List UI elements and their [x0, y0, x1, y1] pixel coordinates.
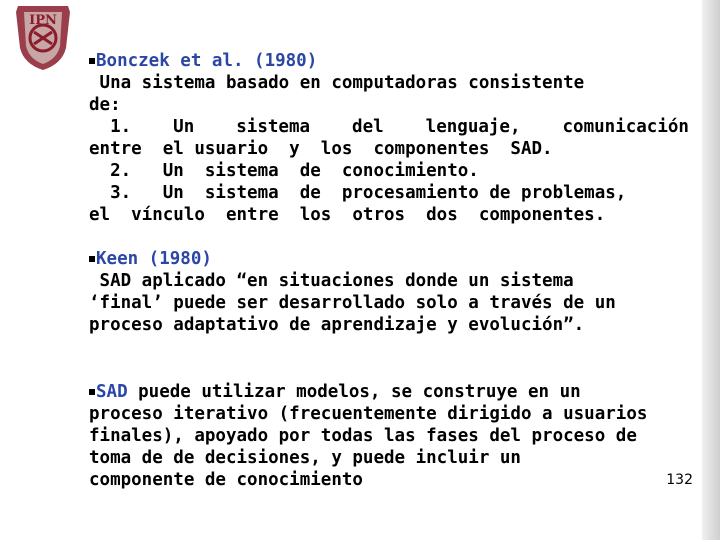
text-line: Una sistema basado en computadoras consistente	[89, 73, 585, 93]
text-fragment: componente de conocimiento	[89, 470, 363, 490]
slide-edge-shadow	[702, 0, 720, 540]
word: sistema	[236, 117, 311, 137]
word: del	[352, 117, 384, 137]
slide-body	[89, 50, 693, 491]
text-line: el vínculo entre los otros dos componentes.	[89, 205, 606, 225]
bullet-heading: Keen (1980)	[96, 249, 212, 269]
text-line	[89, 116, 689, 138]
word: lenguaje,	[425, 117, 521, 137]
ipn-logo-icon	[12, 4, 74, 72]
text-line: de:	[89, 95, 121, 115]
text-line: toma de de decisiones, y puede incluir un	[89, 448, 521, 468]
bullet-square-icon	[89, 58, 95, 64]
text-line	[89, 469, 693, 491]
text-line: ‘final’ puede ser desarrollado solo a través de un	[89, 293, 616, 313]
bullet-bonczek	[89, 50, 689, 72]
text-line: finales), apoyado por todas las fases del proceso de	[89, 426, 637, 446]
bullet-sad	[89, 381, 689, 403]
text-line: SAD aplicado “en situaciones donde un sistema	[89, 271, 574, 291]
bullet-keen	[89, 248, 689, 270]
svg-text:IPN: IPN	[29, 13, 57, 28]
text-line: 2. Un sistema de conocimiento.	[89, 161, 479, 181]
bullet-heading: Bonczek et al. (1980)	[96, 51, 318, 71]
text-line: proceso iterativo (frecuentemente dirigido a usuarios	[89, 404, 648, 424]
word: comunicación	[562, 117, 689, 137]
text-fragment: puede utilizar modelos, se construye en un	[127, 382, 581, 402]
word: Un	[173, 117, 195, 137]
word: 1.	[89, 117, 132, 137]
text-line: entre el usuario y los componentes SAD.	[89, 139, 553, 159]
text-line: 3. Un sistema de procesamiento de problemas,	[89, 183, 627, 203]
bullet-square-icon	[89, 256, 95, 262]
text-line: proceso adaptativo de aprendizaje y evolución”.	[89, 315, 585, 335]
bullet-square-icon	[89, 389, 95, 395]
bullet-heading: SAD	[96, 382, 128, 402]
page-number: 132	[666, 472, 693, 488]
